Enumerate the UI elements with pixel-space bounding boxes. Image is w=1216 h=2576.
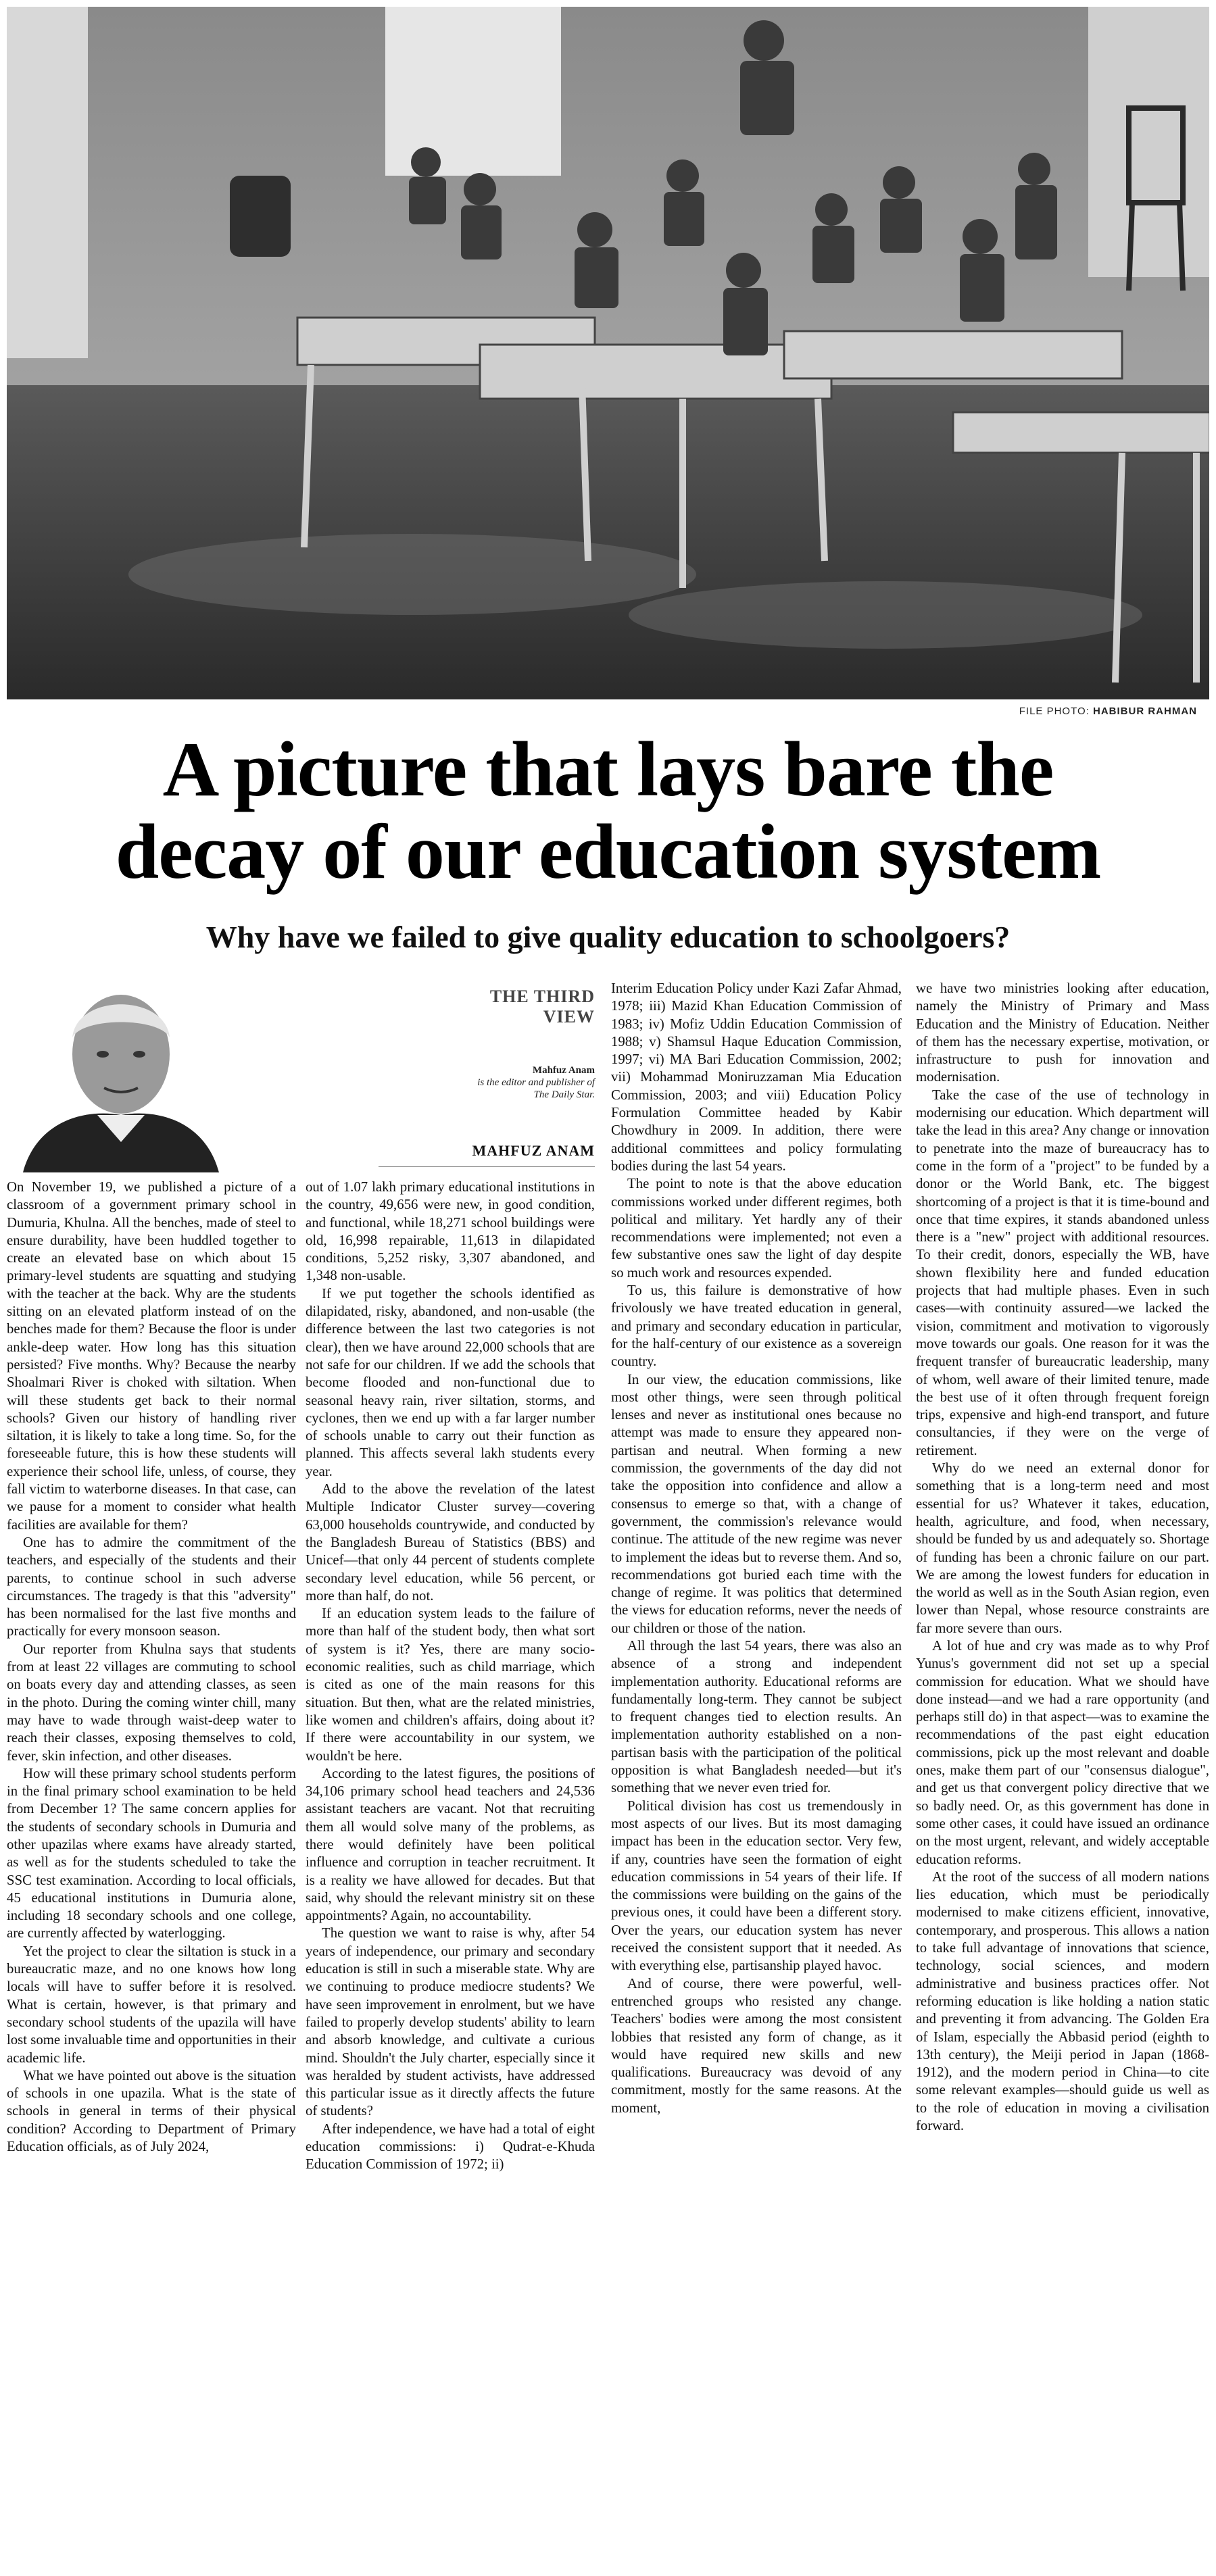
article-paragraph: All through the last 54 years, there was also an absence of a strong and independent implementation authority. Educational reforms are fundamentally long-term. They cannot be subject to frequent changes tied to election results. An implementation authority established on a non-partisan basis with the participation of the political opposition is what Bangladesh needed—but it's something that we never even tried for. [611,1637,902,1796]
article-paragraph: One has to admire the commitment of the teachers, and especially of the students and their parents, to continue school in such adverse circumstances. The tragedy is that this "adversity" has been normalised for the last five months and practically for every monsoon season. [7,1534,296,1639]
article-paragraph: The question we want to raise is why, after 54 years of independence, our primary and secondary education is still in such a miserable state. Why are we continuing to produce mediocre students? We have seen improvement in enrolment, but we have failed to properly develop students' ability to learn and absorb knowledge, and cultivate a curious mind. Shouldn't the July charter, especially since it was heralded by student activists, have addressed this particular issue as it directly affects the future of students? [306,1925,595,2119]
article-paragraph: Why do we need an external donor for something that is a long-term need and most essential for us? Whatever it takes, education, health, agriculture, and food, when necessary, should be funded by us and adequately so. Shortage of funding has been a chronic failure on our part. We are among the lowest funders for education in the world as well as in the South Asian region, even lower than Nepal, whose resource constraints are far more severe than ours. [916,1460,1209,1636]
classroom-photo [7,7,1209,699]
article-paragraph: And of course, there were powerful, well-entrenched groups who resisted any change. Teachers' bodies were among the most consistent lobbies that resisted any form of change, as it would have required new skills and new qualifications. Bureaucracy was devoid of any commitment, mostly for the same reasons. At the moment, [611,1975,902,2116]
column-title-line-2: VIEW [543,1007,595,1026]
article-paragraph: On November 19, we published a picture of a classroom of a government primary school in Dumuria, Khulna. All the benches, made of steel to ensure durability, have been huddled together to create an elevated base on which about 15 primary-level students are squatting and studying with the teacher at the back. Why are the students sitting on an elevated platform instead of on the benches made for them? Because the floor is under ankle-deep water. How long has this situation persisted? Five months. Why? Because the nearby Shoalmari River is choked with siltation. When will these students get back to their normal schools? Given our history of handling river siltation, it is likely to take a long time. So, for the foreseeable future, this is how these students will experience their school life, unless, of course, they fall victim to waterborne diseases. In that case, can we pause for a moment to consider what health facilities are available for them? [7,1179,296,1533]
subheadline: Why have we failed to give quality education to schoolgoers? [205,920,1011,954]
headline-line-2: decay of our education system [115,809,1101,895]
author-portrait-illustration [9,980,233,1172]
article-column-2 [306,1179,595,2567]
article-paragraph: Our reporter from Khulna says that students from at least 22 villages are commuting to school on boats every day and attending classes, as seen in the photo. During the coming winter chill, many may have to wade through waist-deep water to reach their classes, exposing themselves to cold, fever, skin infection, and other diseases. [7,1641,296,1764]
article-paragraph: The point to note is that the above education commissions worked under different regimes, both political and military. Yet hardly any of their recommendations were implemented; not even a few substantive ones saw the light of day despite so much work and resources expended. [611,1176,902,1281]
article-paragraph: Yet the project to clear the siltation is stuck in a bureaucratic maze, and no one knows how long locals will have to suffer before it is resolved. What is certain, however, is that primary and secondary school students of the upazila will have lost some invaluable time and opportunities in their academic life. [7,1943,296,2066]
author-name: Mahfuz Anam [532,1065,595,1076]
article-paragraph: How will these primary school students perform in the final primary school examination to be held from December 1? The same concern applies for the students of secondary schools in Dumuria and other upazilas where exams have already started, as well as for the students scheduled to take the SSC test examination. According to local officials, 45 educational institutions in Dumuria alone, including 18 secondary schools and one college, are currently affected by waterlogging. [7,1765,296,1941]
headline [0,728,1216,893]
headline-line-1: A picture that lays bare the [162,726,1054,813]
article-paragraph: out of 1.07 lakh primary educational institutions in the country, 49,656 were new, in good condition, and functional, while 18,271 school buildings were old, 16,998 repairable, 11,613 in dilapidated conditions, 5,252 risky, 3,307 abandoned, and 1,348 non-usable. [306,1179,595,1284]
classroom-photo-illustration [7,7,1209,699]
author-bio [379,1064,595,1101]
article-paragraph: At the root of the success of all modern nations lies education, which must be periodically modernised to make citizens efficient, innovative, contemporary, and prosperous. This allows a nation to take full advantage of innovations that science, technology, social sciences, and modern administrative and business practices offer. Not reforming education is like holding a nation static and preventing it from advancing. The Golden Era of Islam, especially the Abbasid period (eighth to 13th century), the Meiji period in Japan (1868-1912), and the modern period in China—to cite some relevant examples—should guide us well as to the role of education in moving a civilisation forward. [916,1868,1209,2133]
article-paragraph: If we put together the schools identified as dilapidated, risky, abandoned, and non-usable (the difference between the last two categories is not clear), then we have around 22,000 schools that are not safe for our children. If we add the schools that become flooded and non-functional due to seasonal heavy rain, river siltation, storms, and cyclones, then we end up with a far larger number of schools unable to carry out their function as planned. This affects several lakh students every year. [306,1285,595,1479]
column-title-line-1: THE THIRD [489,987,595,1006]
column-title [406,987,595,1027]
photo-credit-label: FILE PHOTO: [1019,705,1090,717]
byline: MAHFUZ ANAM [472,1142,595,1159]
author-portrait [9,980,233,1172]
article-paragraph: A lot of hue and cry was made as to why Prof Yunus's government did not set up a special commission for education. What we should have done instead—and we had a rare opportunity (and perhaps still do) in that aspect—was to examine the recommendations of the past eight education commissions, pick up the most relevant and doable ones, make them part of our "consensus dialogue", and get us that convergent policy directive that we so badly need. Or, as this government has done in some other cases, it could have issued an ordinance on the most urgent, relevant, and widely acceptable education reforms. [916,1637,1209,1867]
photo-credit-name: HABIBUR RAHMAN [1093,705,1197,717]
article-column-4 [916,980,1209,2568]
article-column-3 [611,980,902,2568]
article-paragraph: If an education system leads to the failure of more than half of the student body, then what sort of system is it? Yes, there are many socio-economic realities, such as child marriage, which is cited as one of the main reasons for this situation. But then, what are the related ministries, like women and children's affairs, doing about it? If there were accountability in our system, we wouldn't be here. [306,1606,595,1764]
article-paragraph: Add to the above the revelation of the latest Multiple Indicator Cluster survey—covering 63,000 households countrywide, and conducted by the Bangladesh Bureau of Statistics (BBS) and Unicef—that only 44 percent of students complete secondary level education, while 56 percent, or more than half, do not. [306,1481,595,1604]
article-paragraph: After independence, we have had a total of eight education commissions: i) Qudrat-e-Khuda Education Commission of 1972; ii) [306,2121,595,2173]
article-paragraph: we have two ministries looking after education, namely the Ministry of Primary and Mass Education and the Ministry of Education. Neither of them has the necessary expertise, motivation, or infrastructure to push for innovation and modernisation. [916,981,1209,1085]
author-bio-line-1: is the editor and publisher of [477,1077,595,1088]
article-paragraph: Political division has cost us tremendously in most aspects of our lives. But its most damaging impact has been in the education sector. Very few, if any, countries have seen the formation of eight education commissions in 54 years of their life. If the commissions were building on the gains of the previous ones, it could have been a different story. Over the years, our education system has never received the consistent support that it needed. As with everything else, partisanship played havoc. [611,1798,902,1974]
article-paragraph: What we have pointed out above is the situation of schools in one upazila. What is the state of schools in general in terms of their physical condition? According to Department of Primary Education officials, as of July 2024, [7,2067,296,2155]
article-paragraph: To us, this failure is demonstrative of how frivolously we have treated education in general, and primary and secondary education in particular, for the half-century of our existence as a sovereign country. [611,1283,902,1370]
author-bio-line-2: The Daily Star. [533,1089,595,1100]
article-paragraph: Interim Education Policy under Kazi Zafar Ahmad, 1978; iii) Mazid Khan Education Commission of 1983; iv) Mofiz Uddin Education Commission of 1988; v) Shamsul Haque Education Commission, 1997; vi) MA Bari Education Commission, 2002; vii) Mohammad Moniruzzaman Mia Education Commission, 2003; and viii) Education Policy Formulation Committee headed by Kabir Chowdhury in 2009. In addition, there were additional committees and policy formulating bodies during the last 54 years. [611,981,902,1174]
article-column-1 [7,1179,296,2567]
article-paragraph: In our view, the education commissions, like most other things, were seen through political lenses and never as institutional ones because no attempt was made to ensure they appeared non-partisan and neutral. When forming a new commission, the governments of the day did not take the opposition into confidence and allow a consensus to emerge so that, with a change of government, the commission's relevance would continue. The attitude of the new regime was never to implement the ideas but to reverse them. And so, recommendations got buried each time with the change of regime. It was politics that determined the views for education reforms, never the needs of our children or those of the nation. [611,1371,902,1636]
photo-credit [1019,705,1197,717]
article-paragraph: Take the case of the use of technology in modernising our education. Which department will take the lead in this area? Any change or innovation to penetrate into the maze of bureaucracy has to come in the form of a "project" to be funded by a donor or the World Bank, etc. The biggest shortcoming of a project is that it is time-bound and once that time expires, it stands abandoned unless there is a "new" project with additional resources. To their credit, donors, especially the WB, have shown flexibility here and funded education projects that had multiple phases. Even in such cases—with continuity assured—we lacked the vision, commitment and motivation to vigorously move towards our goals. One reason for it was the frequent transfer of bureaucratic leadership, many of whom, well aware of their limited tenure, made the best use of it often through frequent foreign trips, expensive and high-end transport, and future consultancies, if they were on the verge of retirement. [916,1087,1209,1458]
byline-divider [379,1166,595,1167]
article-paragraph: According to the latest figures, the positions of 34,106 primary school head teachers and 24,536 assistant teachers are vacant. Not that recruiting them all would solve many of the problems, as there would definitely have been political influence and corruption in teacher recruitment. It is a reality we have allowed for decades. But that said, why should the relevant ministry sit on these appointments? Again, no accountability. [306,1765,595,1924]
